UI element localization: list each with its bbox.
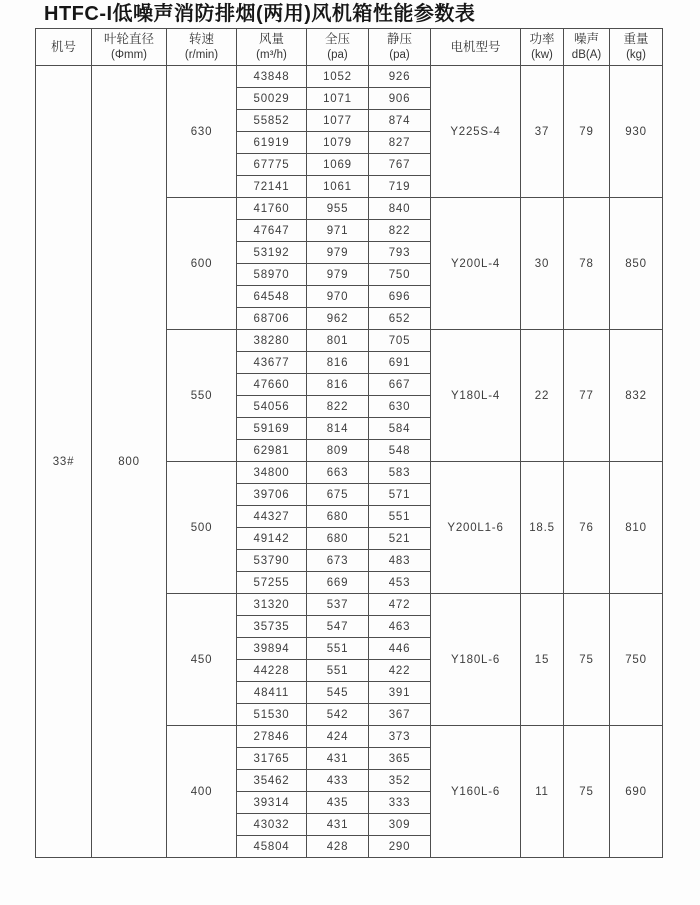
cell-total-pressure: 979 [307,242,369,264]
cell-noise: 78 [564,198,610,330]
col-header-unit: (pa) [389,48,410,61]
cell-airflow: 31765 [237,748,307,770]
cell-static-pressure: 652 [369,308,431,330]
col-header-unit: (pa) [327,48,348,61]
cell-airflow: 45804 [237,836,307,858]
cell-airflow: 61919 [237,132,307,154]
table-header [36,29,663,66]
cell-static-pressure: 548 [369,440,431,462]
cell-power: 37 [521,66,564,198]
cell-static-pressure: 584 [369,418,431,440]
cell-motor-model: Y180L-4 [431,330,521,462]
cell-airflow: 64548 [237,286,307,308]
cell-static-pressure: 422 [369,660,431,682]
cell-airflow: 72141 [237,176,307,198]
col-header-label: 静压 [386,32,412,47]
col-header-unit: (Φmm) [111,48,147,61]
cell-airflow: 27846 [237,726,307,748]
cell-airflow: 38280 [237,330,307,352]
cell-motor-model: Y225S-4 [431,66,521,198]
cell-total-pressure: 428 [307,836,369,858]
cell-airflow: 35462 [237,770,307,792]
cell-weight: 750 [610,594,663,726]
cell-static-pressure: 446 [369,638,431,660]
table-body [36,66,663,858]
cell-static-pressure: 309 [369,814,431,836]
cell-airflow: 39706 [237,484,307,506]
cell-airflow: 47660 [237,374,307,396]
col-header-label: 重量 [623,32,649,47]
cell-static-pressure: 453 [369,572,431,594]
cell-total-pressure: 537 [307,594,369,616]
cell-total-pressure: 551 [307,638,369,660]
cell-speed: 630 [167,66,237,198]
col-header-label: 风量 [258,32,284,47]
cell-total-pressure: 424 [307,726,369,748]
cell-total-pressure: 435 [307,792,369,814]
document-page [0,3,700,905]
col-header-unit: (kg) [626,48,646,61]
cell-static-pressure: 472 [369,594,431,616]
col-header-label: 转速 [188,32,214,47]
col-header-unit: (m³/h) [256,48,287,61]
cell-static-pressure: 840 [369,198,431,220]
cell-static-pressure: 906 [369,88,431,110]
cell-total-pressure: 663 [307,462,369,484]
cell-airflow: 55852 [237,110,307,132]
cell-static-pressure: 333 [369,792,431,814]
cell-airflow: 62981 [237,440,307,462]
cell-static-pressure: 630 [369,396,431,418]
cell-total-pressure: 551 [307,660,369,682]
cell-airflow: 34800 [237,462,307,484]
cell-static-pressure: 667 [369,374,431,396]
cell-airflow: 48411 [237,682,307,704]
col-header-power [521,29,564,66]
cell-total-pressure: 816 [307,352,369,374]
cell-airflow: 44327 [237,506,307,528]
cell-static-pressure: 827 [369,132,431,154]
col-header-label: 机号 [50,39,76,54]
cell-static-pressure: 521 [369,528,431,550]
cell-static-pressure: 551 [369,506,431,528]
cell-total-pressure: 816 [307,374,369,396]
cell-noise: 77 [564,330,610,462]
cell-weight: 810 [610,462,663,594]
col-header-machine-no [36,29,92,66]
cell-weight: 832 [610,330,663,462]
col-header-impeller-diameter [92,29,167,66]
cell-motor-model: Y200L1-6 [431,462,521,594]
cell-total-pressure: 680 [307,506,369,528]
performance-table [35,28,663,858]
cell-static-pressure: 365 [369,748,431,770]
cell-airflow: 67775 [237,154,307,176]
cell-airflow: 53790 [237,550,307,572]
cell-total-pressure: 801 [307,330,369,352]
cell-airflow: 50029 [237,88,307,110]
cell-airflow: 53192 [237,242,307,264]
cell-static-pressure: 874 [369,110,431,132]
col-header-motor-model [431,29,521,66]
cell-total-pressure: 822 [307,396,369,418]
cell-airflow: 57255 [237,572,307,594]
cell-airflow: 68706 [237,308,307,330]
cell-static-pressure: 391 [369,682,431,704]
cell-total-pressure: 1052 [307,66,369,88]
cell-total-pressure: 970 [307,286,369,308]
col-header-weight [610,29,663,66]
cell-static-pressure: 719 [369,176,431,198]
cell-total-pressure: 809 [307,440,369,462]
col-header-speed [167,29,237,66]
cell-total-pressure: 814 [307,418,369,440]
cell-total-pressure: 962 [307,308,369,330]
cell-power: 18.5 [521,462,564,594]
page-title: HTFC-I低噪声消防排烟(两用)风机箱性能参数表 [44,3,476,25]
cell-static-pressure: 463 [369,616,431,638]
cell-static-pressure: 583 [369,462,431,484]
cell-total-pressure: 971 [307,220,369,242]
header-row [36,29,663,66]
cell-static-pressure: 571 [369,484,431,506]
cell-power: 11 [521,726,564,858]
cell-speed: 450 [167,594,237,726]
col-header-airflow [237,29,307,66]
cell-total-pressure: 542 [307,704,369,726]
cell-airflow: 47647 [237,220,307,242]
cell-noise: 79 [564,66,610,198]
cell-total-pressure: 547 [307,616,369,638]
cell-airflow: 43848 [237,66,307,88]
cell-airflow: 43677 [237,352,307,374]
cell-power: 22 [521,330,564,462]
cell-airflow: 58970 [237,264,307,286]
col-header-total-pressure [307,29,369,66]
cell-static-pressure: 691 [369,352,431,374]
cell-airflow: 41760 [237,198,307,220]
cell-airflow: 43032 [237,814,307,836]
cell-static-pressure: 750 [369,264,431,286]
cell-airflow: 31320 [237,594,307,616]
col-header-label: 噪声 [573,32,599,47]
cell-airflow: 44228 [237,660,307,682]
cell-impeller-diameter: 800 [92,66,167,858]
col-header-static-pressure [369,29,431,66]
table-row [36,66,663,88]
cell-motor-model: Y200L-4 [431,198,521,330]
col-header-unit: dB(A) [571,48,602,61]
cell-airflow: 51530 [237,704,307,726]
cell-total-pressure: 1077 [307,110,369,132]
col-header-label: 全压 [324,32,350,47]
cell-weight: 690 [610,726,663,858]
cell-motor-model: Y180L-6 [431,594,521,726]
cell-total-pressure: 1079 [307,132,369,154]
cell-static-pressure: 483 [369,550,431,572]
cell-total-pressure: 979 [307,264,369,286]
cell-airflow: 39894 [237,638,307,660]
cell-total-pressure: 431 [307,748,369,770]
cell-total-pressure: 1071 [307,88,369,110]
cell-airflow: 39314 [237,792,307,814]
col-header-label: 叶轮直径 [103,32,154,47]
cell-total-pressure: 1061 [307,176,369,198]
cell-total-pressure: 545 [307,682,369,704]
col-header-noise [564,29,610,66]
cell-static-pressure: 793 [369,242,431,264]
cell-weight: 930 [610,66,663,198]
cell-noise: 75 [564,594,610,726]
col-header-label: 功率 [529,32,555,47]
cell-airflow: 59169 [237,418,307,440]
cell-total-pressure: 669 [307,572,369,594]
cell-power: 30 [521,198,564,330]
cell-speed: 400 [167,726,237,858]
cell-total-pressure: 673 [307,550,369,572]
cell-static-pressure: 290 [369,836,431,858]
cell-total-pressure: 1069 [307,154,369,176]
col-header-unit: (r/min) [184,48,219,61]
col-header-label: 电机型号 [450,39,501,54]
cell-power: 15 [521,594,564,726]
cell-total-pressure: 433 [307,770,369,792]
cell-noise: 76 [564,462,610,594]
cell-motor-model: Y160L-6 [431,726,521,858]
cell-airflow: 49142 [237,528,307,550]
cell-total-pressure: 955 [307,198,369,220]
cell-airflow: 35735 [237,616,307,638]
cell-speed: 550 [167,330,237,462]
cell-total-pressure: 675 [307,484,369,506]
cell-static-pressure: 373 [369,726,431,748]
cell-noise: 75 [564,726,610,858]
cell-static-pressure: 822 [369,220,431,242]
cell-static-pressure: 367 [369,704,431,726]
cell-speed: 500 [167,462,237,594]
col-header-unit: (kw) [531,48,553,61]
cell-machine-no: 33# [36,66,92,858]
cell-airflow: 54056 [237,396,307,418]
cell-speed: 600 [167,198,237,330]
cell-static-pressure: 352 [369,770,431,792]
cell-weight: 850 [610,198,663,330]
cell-static-pressure: 926 [369,66,431,88]
cell-static-pressure: 767 [369,154,431,176]
cell-static-pressure: 696 [369,286,431,308]
cell-static-pressure: 705 [369,330,431,352]
cell-total-pressure: 680 [307,528,369,550]
cell-total-pressure: 431 [307,814,369,836]
